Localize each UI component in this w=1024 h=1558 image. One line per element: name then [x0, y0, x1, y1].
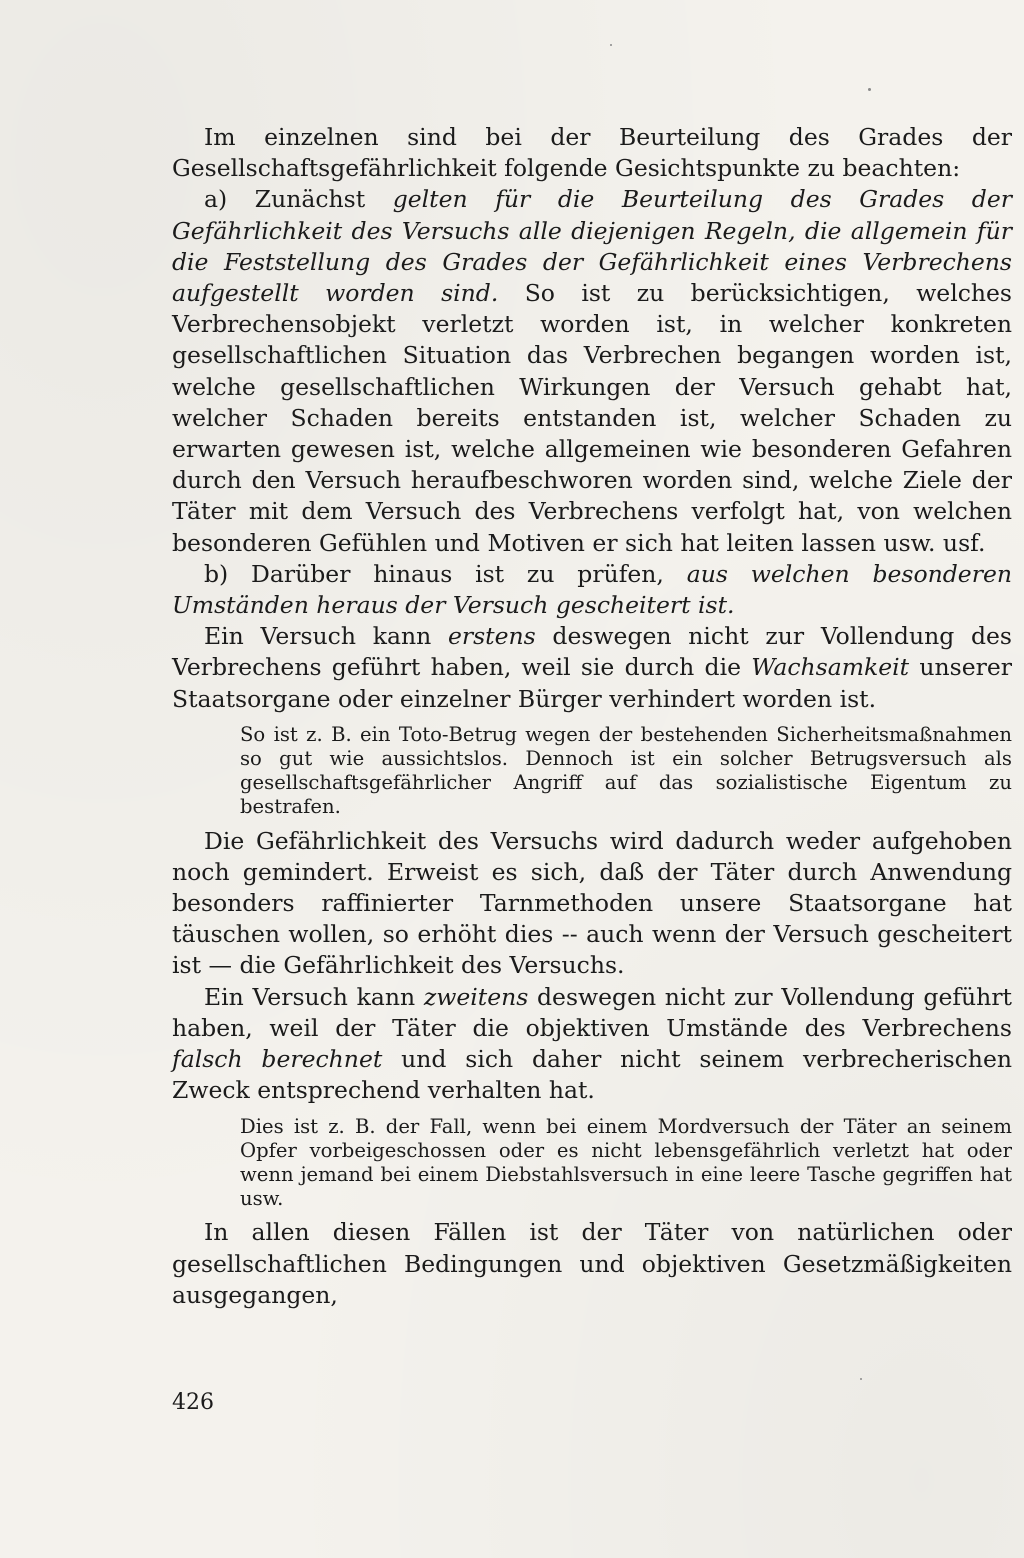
point-a-rest: So ist zu berücksichtigen, welches Verbrechensobjekt verletzt worden ist, in welcher konkreten gesellschaftlichen Situation das Verbrechen begangen worden ist, welche gesellschaftlichen Wirkungen der Versuch gehabt hat, welcher Schaden bereits entstanden ist, welcher Schaden zu erwarten gewesen ist, welche allgemeinen wie besonderen Gefahren durch den Versuch heraufbeschworen worden sind, welche Ziele der Täter mit dem Versuch des Verbrechens verfolgt hat, von welchen besonderen Gefühlen und Motiven er sich hat leiten lassen usw. usf.	[172, 279, 1012, 557]
paragraph-intro-text: Im einzelnen sind bei der Beurteilung des Grades der Gesellschaftsgefährlichkeit folgende Gesichtspunkte zu beachten:	[172, 123, 1012, 183]
print-speck	[868, 88, 871, 91]
second-case-rest: und sich daher nicht seinem verbrecherischen Zweck entsprechend verhalten hat.	[172, 1045, 1012, 1105]
point-b-lead: b) Darüber hinaus ist zu prüfen,	[204, 559, 687, 588]
second-case-lead: Ein Versuch kann	[204, 982, 424, 1011]
first-case-lead: Ein Versuch kann	[204, 622, 448, 651]
second-case-emphasis-zweitens: zweitens	[423, 982, 529, 1011]
paragraph-first-case	[172, 621, 1012, 715]
paragraph-danger-text: Die Gefährlichkeit des Versuchs wird dadurch weder aufgehoben noch gemindert. Erweist es sich, daß der Täter durch Anwendung besonders raffinierter Tarnmethoden unsere Staatsorgane hat täuschen wollen, so erhöht dies -- auch wenn der Versuch gescheitert ist — die Gefährlichkeit des Versuchs.	[172, 826, 1012, 980]
print-speck	[860, 1378, 862, 1380]
second-case-emphasis-falsch: falsch berechnet	[172, 1045, 383, 1074]
page-number: 426	[172, 1390, 214, 1415]
print-speck	[610, 44, 612, 46]
point-a-emphasis: gelten für die Beurteilung des Grades der Gefährlichkeit des Versuchs alle diejenigen Regeln, die allgemein für die Feststellung des Grades der Gefährlichkeit eines Verbrechens aufgestellt worden sind.	[172, 185, 1012, 308]
paragraph-intro	[172, 122, 1012, 184]
paragraph-conclusion	[172, 1217, 1012, 1311]
example-note-toto-text: So ist z. B. ein Toto-Betrug wegen der bestehenden Sicherheitsmaßnahmen so gut wie aussichtslos. Dennoch ist ein solcher Betrugsversuch als gesellschaftsgefährlicher Angriff auf das sozialistische Eigentum zu bestrafen.	[240, 722, 1012, 819]
paragraph-danger	[172, 826, 1012, 982]
paragraph-point-b	[172, 559, 1012, 621]
example-note-murder-text: Dies ist z. B. der Fall, wenn bei einem Mordversuch der Täter an seinem Opfer vorbeigeschossen oder es nicht lebensgefährlich verletzt hat oder wenn jemand bei einem Diebstahlsversuch in eine leere Tasche gegriffen hat usw.	[240, 1114, 1012, 1211]
example-note-murder	[172, 1115, 1012, 1212]
point-a-lead: a) Zunächst	[204, 185, 393, 214]
second-case-middle: deswegen nicht zur Vollendung geführt haben, weil der Täter die objektiven Umstände des Verbrechens	[172, 982, 1012, 1042]
paragraph-conclusion-text: In allen diesen Fällen ist der Täter von natürlichen oder gesellschaftlichen Bedingungen und objektiven Gesetzmäßigkeiten ausgegangen,	[172, 1218, 1012, 1309]
first-case-middle: deswegen nicht zur Vollendung des Verbrechens geführt haben, weil sie durch die	[172, 622, 1012, 682]
point-b-emphasis: aus welchen besonderen Umständen heraus der Versuch gescheitert ist.	[172, 559, 1012, 620]
first-case-emphasis-erstens: erstens	[447, 622, 536, 651]
example-note-toto	[172, 723, 1012, 820]
first-case-emphasis-wachsamkeit: Wachsamkeit	[751, 653, 910, 682]
paragraph-second-case	[172, 982, 1012, 1107]
paragraph-point-a	[172, 184, 1012, 558]
page-text	[172, 122, 1012, 1311]
first-case-rest: unserer Staatsorgane oder einzelner Bürger verhindert worden ist.	[172, 653, 1012, 713]
